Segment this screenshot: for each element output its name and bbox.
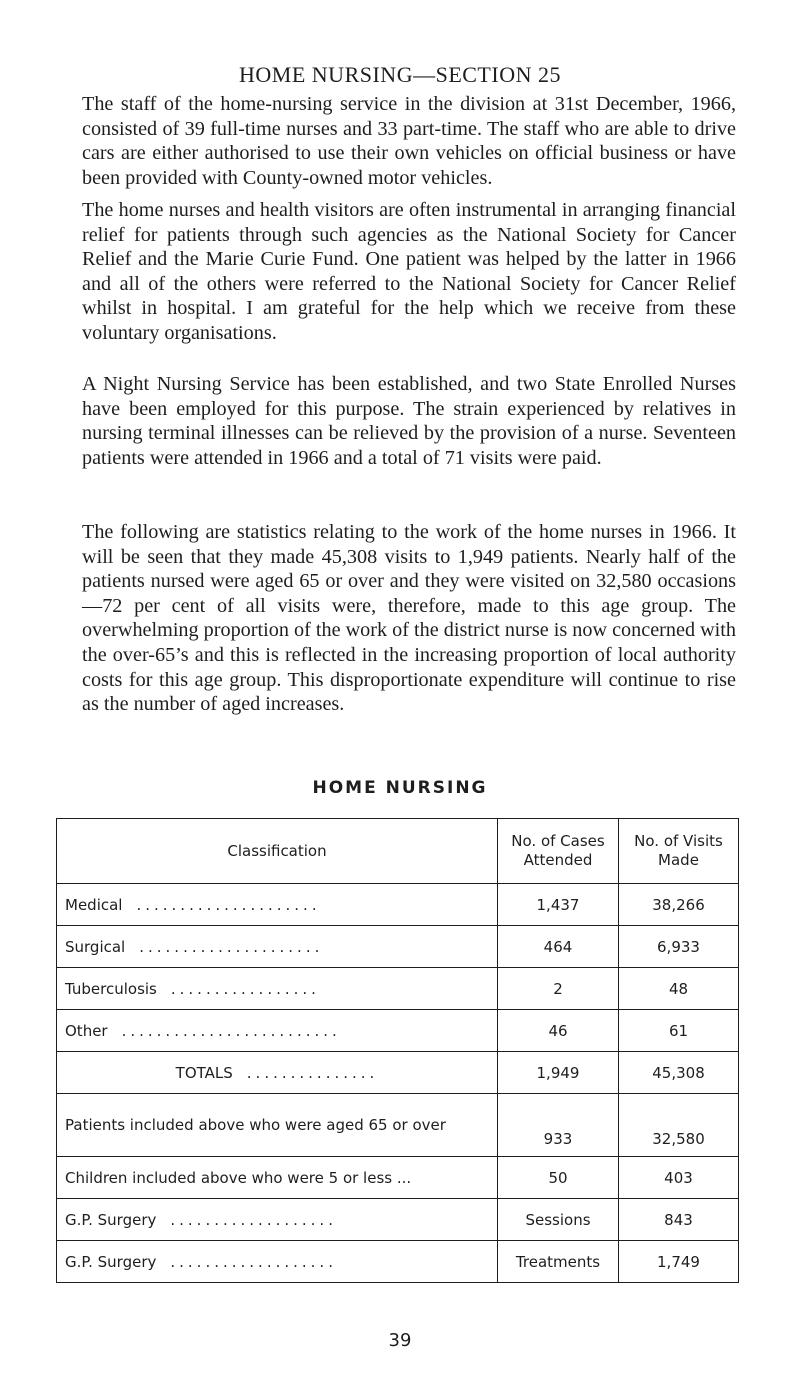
table-row: Tuberculosis ................. 2 48 — [57, 968, 739, 1010]
row-label: Medical — [65, 895, 123, 914]
row-visits: 6,933 — [619, 926, 739, 968]
row-cases: 50 — [498, 1157, 619, 1199]
paragraph-financial-relief: The home nurses and health visitors are often instrumental in arranging financial relief for patients through such agencies as the National Society for Cancer Relief and the Marie Curie Fund. One patient was helped by the latter in 1966 and all of the others were referred to the National Society for Cancer Relief whilst in hospital. I am grateful for the help which we receive from these voluntary organisations. — [82, 199, 736, 344]
row-label: TOTALS — [175, 1063, 233, 1082]
table-row: Medical ..................... 1,437 38,266 — [57, 884, 739, 926]
row-label: G.P. Surgery — [65, 1210, 157, 1229]
row-label: G.P. Surgery — [65, 1252, 157, 1271]
row-cases: 1,949 — [498, 1052, 619, 1094]
row-cases: Treatments — [498, 1241, 619, 1283]
row-cases: Sessions — [498, 1199, 619, 1241]
page-number: 39 — [388, 1330, 412, 1351]
row-label: Other — [65, 1021, 108, 1040]
row-visits: 45,308 — [619, 1052, 739, 1094]
header-cases: No. of Cases Attended — [498, 819, 619, 884]
page-heading: HOME NURSING—SECTION 25 — [239, 62, 561, 87]
paragraph-statistics: The following are statistics relating to the work of the home nurses in 1966. It will be seen that they made 45,308 visits to 1,949 patients. Nearly half of the patients nursed were aged 65 or over and they were visited on 32,580 occasions—72 per cent of all visits were, therefore, made to this age group. The overwhelming proportion of the work of the district nurse is now concerned with the over-65’s and this is reflected in the increasing proportion of local authority costs for this age group. This disproportionate expenditure will continue to rise as the number of aged increases. — [82, 521, 736, 716]
table-header-row — [57, 819, 739, 884]
row-cases: 933 — [498, 1094, 619, 1157]
table-row: Surgical ..................... 464 6,933 — [57, 926, 739, 968]
row-visits: 38,266 — [619, 884, 739, 926]
paragraph-staff: The staff of the home-nursing service in the division at 31st December, 1966, consisted of 39 full-time nurses and 33 part-time. The staff who are able to drive cars are either authorised to use their own vehicles on official business or have been provided with County-owned motor vehicles. — [82, 93, 736, 189]
row-visits: 403 — [619, 1157, 739, 1199]
row-visits: 1,749 — [619, 1241, 739, 1283]
row-visits: 843 — [619, 1199, 739, 1241]
table-row — [57, 1094, 739, 1157]
table-row: G.P. Surgery ................... Treatments 1,749 — [57, 1241, 739, 1283]
row-visits: 32,580 — [619, 1094, 739, 1157]
row-label: Patients included above who were aged 65 or over — [57, 1094, 498, 1157]
row-visits: 48 — [619, 968, 739, 1010]
row-visits: 61 — [619, 1010, 739, 1052]
row-cases: 2 — [498, 968, 619, 1010]
header-classification: Classification — [57, 819, 498, 884]
row-cases: 1,437 — [498, 884, 619, 926]
table-row — [57, 1157, 739, 1199]
table-row-totals: TOTALS ............... 1,949 45,308 — [57, 1052, 739, 1094]
home-nursing-table — [56, 818, 739, 1283]
row-label: Children included above who were 5 or less ... — [57, 1157, 498, 1199]
row-cases: 464 — [498, 926, 619, 968]
row-cases: 46 — [498, 1010, 619, 1052]
paragraph-night-nursing: A Night Nursing Service has been established, and two State Enrolled Nurses have been employed for this purpose. The strain experienced by relatives in nursing terminal illnesses can be relieved by the provision of a nurse. Seventeen patients were attended in 1966 and a total of 71 visits were paid. — [82, 373, 736, 469]
table-row: Other ......................... 46 61 — [57, 1010, 739, 1052]
table-title: HOME NURSING — [312, 778, 488, 798]
table-row: G.P. Surgery ................... Sessions 843 — [57, 1199, 739, 1241]
row-label: Surgical — [65, 937, 126, 956]
row-label: Tuberculosis — [65, 979, 157, 998]
header-visits: No. of Visits Made — [619, 819, 739, 884]
